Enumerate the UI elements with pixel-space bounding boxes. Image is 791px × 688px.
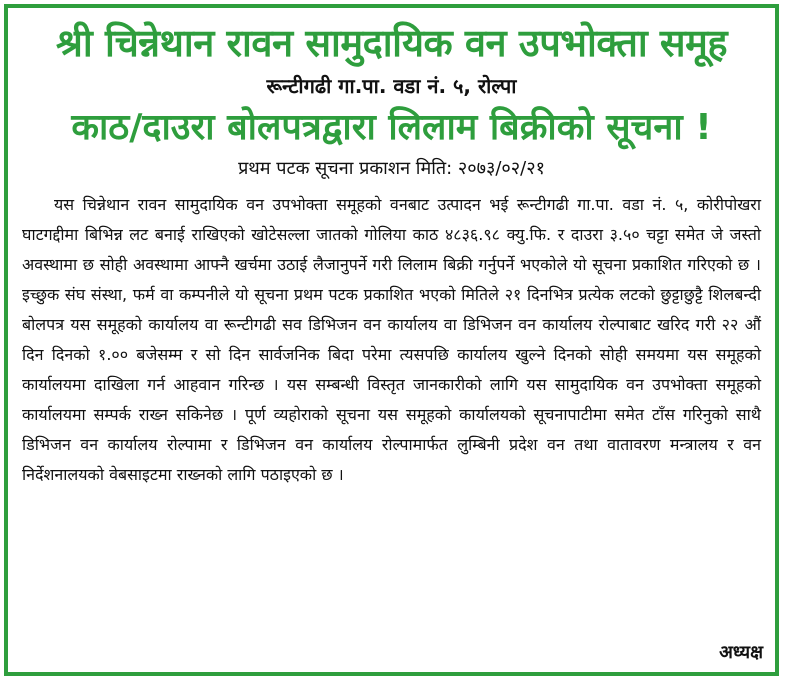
publication-date: प्रथम पटक सूचना प्रकाशन मिति: २०७३/०२/२१ bbox=[238, 158, 545, 179]
signature-designation: अध्यक्ष bbox=[719, 642, 763, 663]
address-line: रून्टीगढी गा.पा. वडा नं. ५, रोल्पा bbox=[266, 74, 517, 98]
notice-frame bbox=[4, 4, 779, 676]
notice-body: यस चिन्नेथान रावन सामुदायिक वन उपभोक्ता समूहको वनबाट उत्पादन भई रून्टीगढी गा.पा. वडा नं. ५, कोरीपोखरा घाटगद्दीमा बिभिन्न लट बनाई राखिएको खोटेसल्ला जातको गोलिया काठ ४८३६.९८ क्यु.फि. र दाउरा ३.५० चट्टा समेत जे जस्तो अवस्थामा छ सोही अवस्थामा आफ्नै खर्चमा उठाई लैजानुपर्ने गरी लिलाम बिक्री गर्नुपर्ने भएकोले यो सूचना प्रकाशित गरिएको छ । इच्छुक संघ संस्था, फर्म वा कम्पनीले यो सूचना प्रथम पटक प्रकाशित भएको मितिले २१ दिनभित्र प्रत्येक लटको छुट्टाछुट्टै शिलबन्दी बोलपत्र यस समूहको कार्यालय वा रून्टीगढी सव डिभिजन वन कार्यालय वा डिभिजन वन कार्यालय रोल्पाबाट खरिद गरी २२ औं दिन दिनको १.०० बजेसम्म र सो दिन सार्वजनिक बिदा परेमा त्यसपछि कार्यालय खुल्ने दिनको सोही समयमा यस समूहको कार्यालयमा दाखिला गर्न आहवान गरिन्छ । यस सम्बन्धी विस्तृत जानकारीको लागि यस सामुदायिक वन उपभोक्ता समूहको कार्यालयमा सम्पर्क राख्न सकिनेछ । पूर्ण व्यहोराको सूचना यस समूहको कार्यालयको सूचनापाटीमा समेत टाँस गरिनुको साथै डिभिजन वन कार्यालय रोल्पामा र डिभिजन वन कार्यालय रोल्पामार्फत लुम्बिनी प्रदेश वन तथा वातावरण मन्त्रालय र वन निर्देशनालयको वेबसाइटमा राख्नको लागि पठाइएको छ । bbox=[22, 195, 761, 484]
notice-headline: काठ/दाउरा बोलपत्रद्वारा लिलाम बिक्रीको सूचना ! bbox=[71, 107, 712, 148]
organization-title: श्री चिन्नेथान रावन सामुदायिक वन उपभोक्ता समूह bbox=[55, 21, 728, 65]
